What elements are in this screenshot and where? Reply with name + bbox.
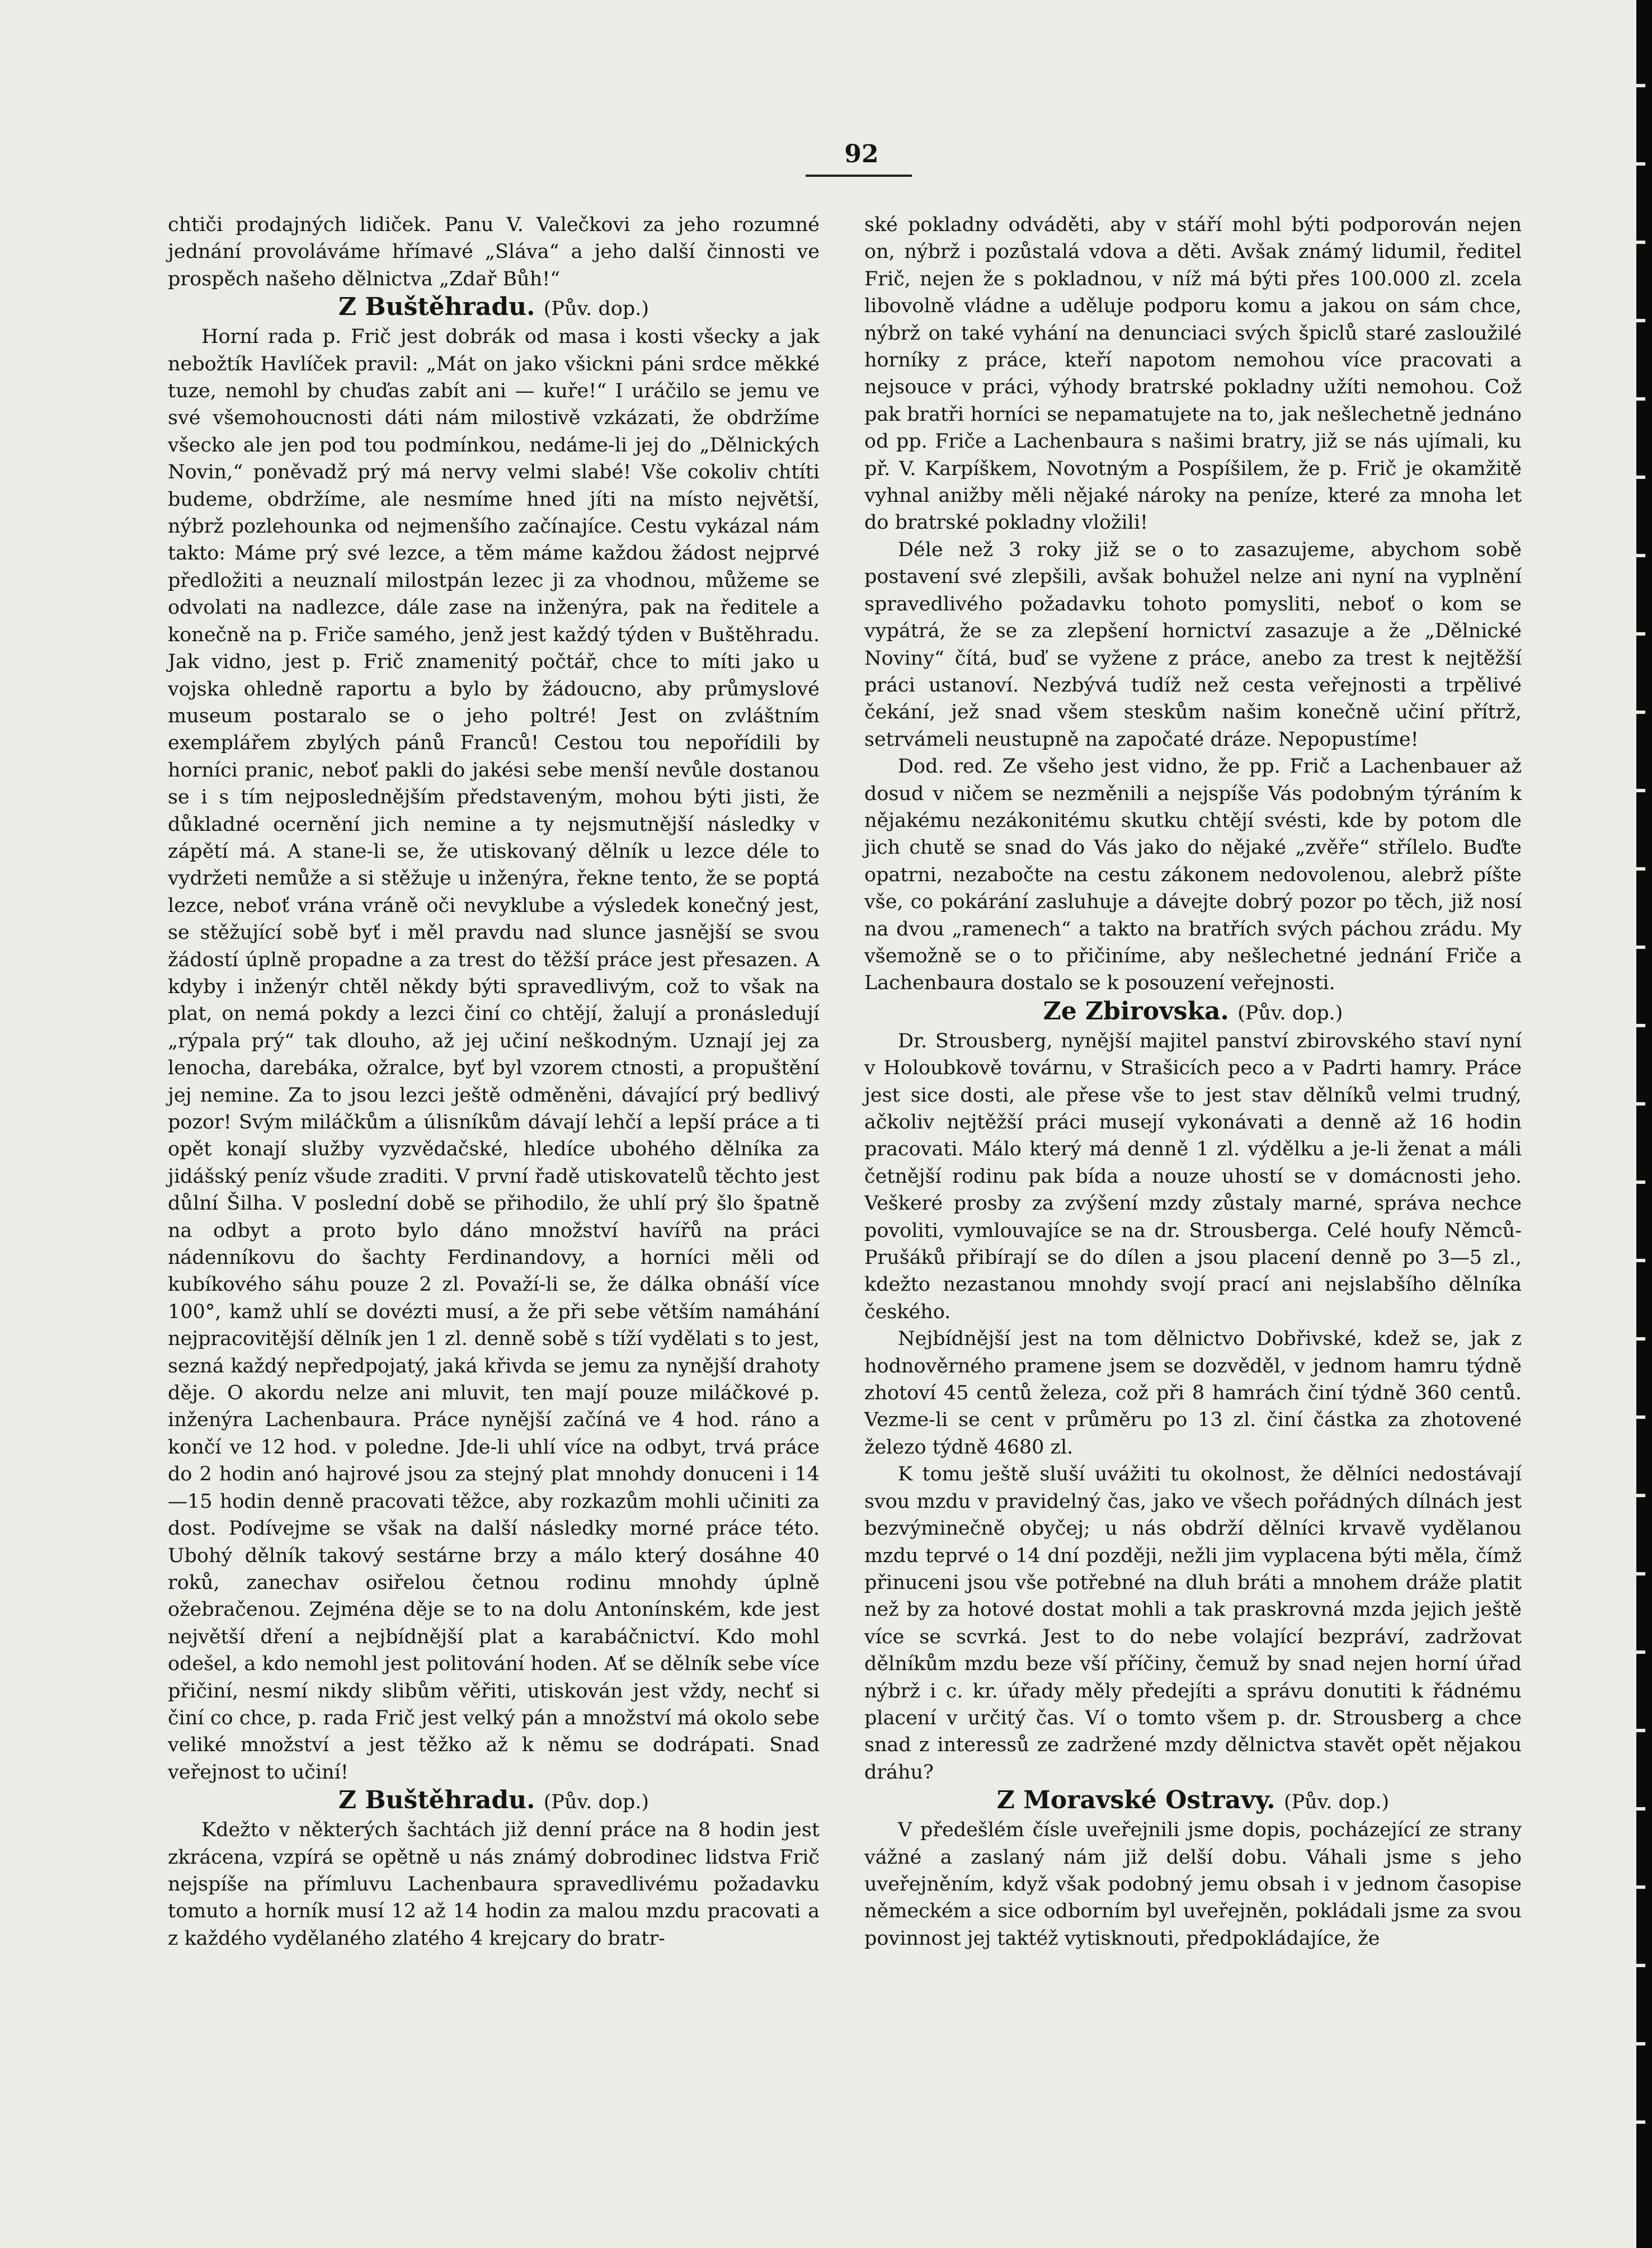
header-rule [806,175,912,177]
heading-source: (Pův. dop.) [543,1791,649,1814]
page-number: 92 [844,140,879,168]
article-heading [168,293,820,323]
heading-title: Z Buštěhradu. [338,1786,535,1815]
article-paragraph: ské pokladny odváděti, aby v stáří mohl býti podporován nejen on, nýbrž i pozůstalá vdova a děti. Avšak známý lidumil, ředitel Frič, nejen že s pokladnou, v níž má býti přes 100.000 zl. zcela libovolně vládne a uděluje podporu komu a jakou on sám chce, nýbrž on také vyhání na denunciaci svých špiclů staré zasloužilé horníky z práce, kteří napotom nemohou více pracovati a nejsouce v práci, výhody bratrské pokladny užíti nemohou. Což pak bratři horníci se nepamatujete na to, jak nešlechetně jednáno od pp. Friče a Lachenbaura s našimi bratry, již se nás ujímali, ku př. V. Karpíškem, Novotným a Pospíšilem, že p. Frič je okamžitě vyhnal anižby měli nějaké nároky na peníze, které za mnoha let do bratrské pokladny vložili! [864,214,1522,534]
article-paragraph: K tomu ještě sluší uvážiti tu okolnost, že dělníci nedostávají svou mzdu v pravidelný čas, jako ve všech pořádných dílnách jest bezvýminečně obyčej; u nás obdrží dělníci krvavě vydělanou mzdu teprvé o 14 dní později, nežli jim vyplacena býti měla, čímž přinuceni jsou vše potřebné na dluh bráti a mnohem dráže platit než by za hotové dostat mohli a tak praskrovná mzda jejich ještě více se scvrká. Jest to do nebe volající bezpráví, zadržovat dělníkům mzdu beze vší příčiny, čemuž by snad nejen horní úřad nýbrž i c. kr. úřady měly předejíti a správu donutiti k řádnému placení v určitý čas. Ví o tomto všem p. dr. Strousberg a chce snad z interessů ze zadržené mzdy dělnictva stavět opět nějakou dráhu? [864,1463,1522,1784]
heading-title: Z Moravské Ostravy. [996,1786,1276,1815]
article-paragraph: Horní rada p. Frič jest dobrák od masa i kosti všecky a jak nebožtík Havlíček pravil: „Mát on jako všickni páni srdce měkké tuze, nemohl by chuďas zabít ani — kuře!“ I uráčilo se jemu ve své všemohoucnosti dáti nám milostivě vzkázati, že obdržíme všecko ale jen pod tou podmínkou, nedáme-li jej do „Dělnických Novin,“ poněvadž prý má nervy velmi slabé! Vše cokoliv chtíti budeme, obdržíme, ale nesmíme hned jíti na místo největší, nýbrž pozlehounka od nejmenšího začínajíce. Cestu vykázal nám takto: Máme prý své lezce, a těm máme každou žádost nejprvé předložiti a neuznalí milostpán lezec ji za vhodnou, můžeme se odvolati na nadlezce, dále zase na inženýra, pak na ředitele a konečně na p. Friče samého, jenž jest každý týden v Buštěhradu. Jak vidno, jest p. Frič znamenitý počtář, chce to míti jako u vojska ohledně raportu a bylo by žádoucno, aby průmyslové museum postaralo se o jeho poltré! Jest on zvláštním exemplářem zbylých pánů Franců! Cestou tou nepořídili by horníci pranic, neboť pakli do jakési sebe menší nevůle dostanou se i s tím nejposlednějším představeným, mohou býti jisti, že důkladné ocernění jich nemine a ty nejsmutnější následky v zápětí má. A stane-li se, že utiskovaný dělník u lezce déle to vydržeti nemůže a si stěžuje u inženýra, řekne tento, že se poptá lezce, neboť vrána vráně oči nevyklube a výsledek konečný jest, se stěžující sobě byť i měl pravdu nad slunce jasnější se svou žádostí úplně propadne a za trest do těžší práce jest přesazen. A kdyby i inženýr chtěl někdy býti spravedlivým, což to však na plat, on nemá pokdy a lezci činí co chtějí, žalují a pronásledují „rýpala prý“ tak dlouho, až jej učiní neškodným. Uznají jej za lenocha, darebáka, ožralce, byť byl vzorem ctnosti, a propuštění jej nemine. Za to jsou lezci ještě odměněni, dávající prý bedlivý pozor! Svým miláčkům a úlisníkům dávají lehčí a lepší práce a ti opět konají služby vyzvědačské, hledíce ubohého dělníka za jidášský peníz všude zraditi. V první řadě utiskovatelů těchto jest důlní Šilha. V poslední době se přihodilo, že uhlí prý šlo špatně na odbyt a proto bylo dáno množství havířů na práci nádenníkovu do šachty Ferdinandovy, a horníci měli od kubíkového sáhu pouze 2 zl. Považí-li se, že dálka obnáší více 100°, kamž uhlí se dovézti musí, a že při sebe větším namáhání nejpracovitější dělník jen 1 zl. denně sobě s tíží vydělati s to jest, sezná každý nepředpojatý, jaká křivda se jemu za nynější drahoty děje. O akordu nelze ani mluvit, ten mají pouze miláčkové p. inženýra Lachenbaura. Práce nynější začíná ve 4 hod. ráno a končí ve 12 hod. v poledne. Jde-li uhlí více na odbyt, trvá práce do 2 hodin anó hajrové jsou za stejný plat mnohdy donuceni i 14—15 hodin denně pracovati těžce, aby rozkazům mohli učiniti za dost. Podívejme se však na další následky morné práce této. Ubohý dělník takový sestárne brzy a málo který dosáhne 40 roků, zanechav osiřelou četnou rodinu mnohdy úplně ožebračenou. Zejména děje se to na dolu Antonínském, kde jest největší dření a nejbídnější plat a karabáčnictví. Kdo mohl odešel, a kdo nemohl jest politování hoden. Ať se dělník sebe více přičiní, nesmí nikdy slibům věřiti, utiskován jest vždy, nechť si činí co chce, p. rada Frič jest velký pán a množství má okolo sebe veliké množství a jest těžko až k němu se dodrápati. Snad veřejnost to učiní! [168,326,820,1784]
article-paragraph: chtiči prodajných lidiček. Panu V. Valečkovi za jeho rozumné jednání provoláváme hřímavé „Sláva“ a jeho další činnosti ve prospěch našeho dělnictva „Zdař Bůh!“ [168,214,820,290]
heading-title: Ze Zbirovska. [1043,996,1229,1026]
scan-edge [1636,0,1652,2248]
article-paragraph: V předešlém čísle uveřejnili jsme dopis, pocházející ze strany vážné a zaslaný nám již delší dobu. Váhali jsme s jeho uveřejněním, když však podobný jemu obsah i v jednom časopise německém a sice odborním byl uveřejněn, pokládali jsme za svou povinnost jej taktéž vytisknouti, předpokládajíce, že [864,1819,1522,1950]
left-column [168,211,820,1952]
heading-source: (Pův. dop.) [1237,1001,1343,1024]
heading-source: (Pův. dop.) [1283,1791,1390,1814]
article-paragraph: Kdežto v některých šachtách již denní práce na 8 hodin jest zkrácena, vzpírá se opětně u nás známý dobrodinec lidstva Frič nejspíše na přímluvu Lachenbaura spravedlivému požadavku tomuto a horník musí 12 až 14 hodin za malou mzdu pracovati a z každého vydělaného zlatého 4 krejcary do bratr- [168,1819,820,1950]
article-paragraph: Dr. Strousberg, nynější majitel panství zbirovského staví nyní v Holoubkově továrnu, v Strašicích peco a v Padrti hamry. Práce jest sice dosti, ale přese vše to jest stav dělníků velmi trudný, ačkoliv nejtěžší práci musejí vykonávati a denně až 16 hodin pracovati. Málo který má denně 1 zl. výdělku a je-li ženat a máli četnější rodinu pak bída a nouze uhostí se v domácnosti jeho. Veškeré prosby za zvýšení mzdy zůstaly marné, správa nechce povoliti, vymlouvajíce se na dr. Strousberga. Celé houfy Němců-Prušáků přibírají se do dílen a jsou placení denně po 3—5 zl., kdežto nezastanou mnohdy svojí prací ani nejslabšího dělníka českého. [864,1029,1522,1323]
heading-title: Z Buštěhradu. [338,293,535,322]
article-heading [864,997,1522,1028]
right-column [864,211,1522,1952]
editorial-note: Dod. red. Ze všeho jest vidno, že pp. Frič a Lachenbauer až dosud v ničem se nezměnili a nejspíše Vás podobným týráním k nějakému nezákonitému skutku chtějí svésti, kde by potom dle jich chutě se snad do Vás jako do nějaké „zvěře“ střílelo. Buďte opatrni, nezabočte na cestu zákonem nedovolenou, alebrž píšte vše, co pokárání zasluhuje a dávejte dobrý pozor po těch, již nosí na dvou „ramenech“ a takto na bratřích svých páchou zrádu. My všemožně se o to přičiníme, aby nešlechetné jednání Friče a Lachenbaura dostalo se k posouzení veřejnosti. [864,755,1522,995]
article-heading [864,1786,1522,1817]
heading-source: (Pův. dop.) [543,298,649,321]
article-paragraph: Nejbídnější jest na tom dělnictvo Dobřivské, kdež se, jak z hodnověrného pramene jsem se dozvěděl, v jednom hamru týdně zhotoví 45 centů železa, což při 8 hamrách činí týdně 360 centů. Vezme-li se cent v průměru po 13 zl. činí částka za zhotovené železo týdně 4680 zl. [864,1328,1522,1459]
article-heading [168,1786,820,1817]
article-paragraph: Déle než 3 roky již se o to zasazujeme, abychom sobě postavení své zlepšili, avšak bohužel nelze ani nyní na vyplnění spravedlivého požadavku tohoto pomysliti, neboť o kom se vypátrá, že se za zlepšení hornictví zasazuje a že „Dělnické Noviny“ čítá, buď se vyžene z práce, anebo za trest k nejtěžší práci ustanoví. Nezbývá tudíž než cesta veřejnosti a trpělivé čekání, jež snad všem steskům našim konečně učiní přítrž, setrvámeli neustupně na započaté dráze. Nepopustíme! [864,538,1522,751]
